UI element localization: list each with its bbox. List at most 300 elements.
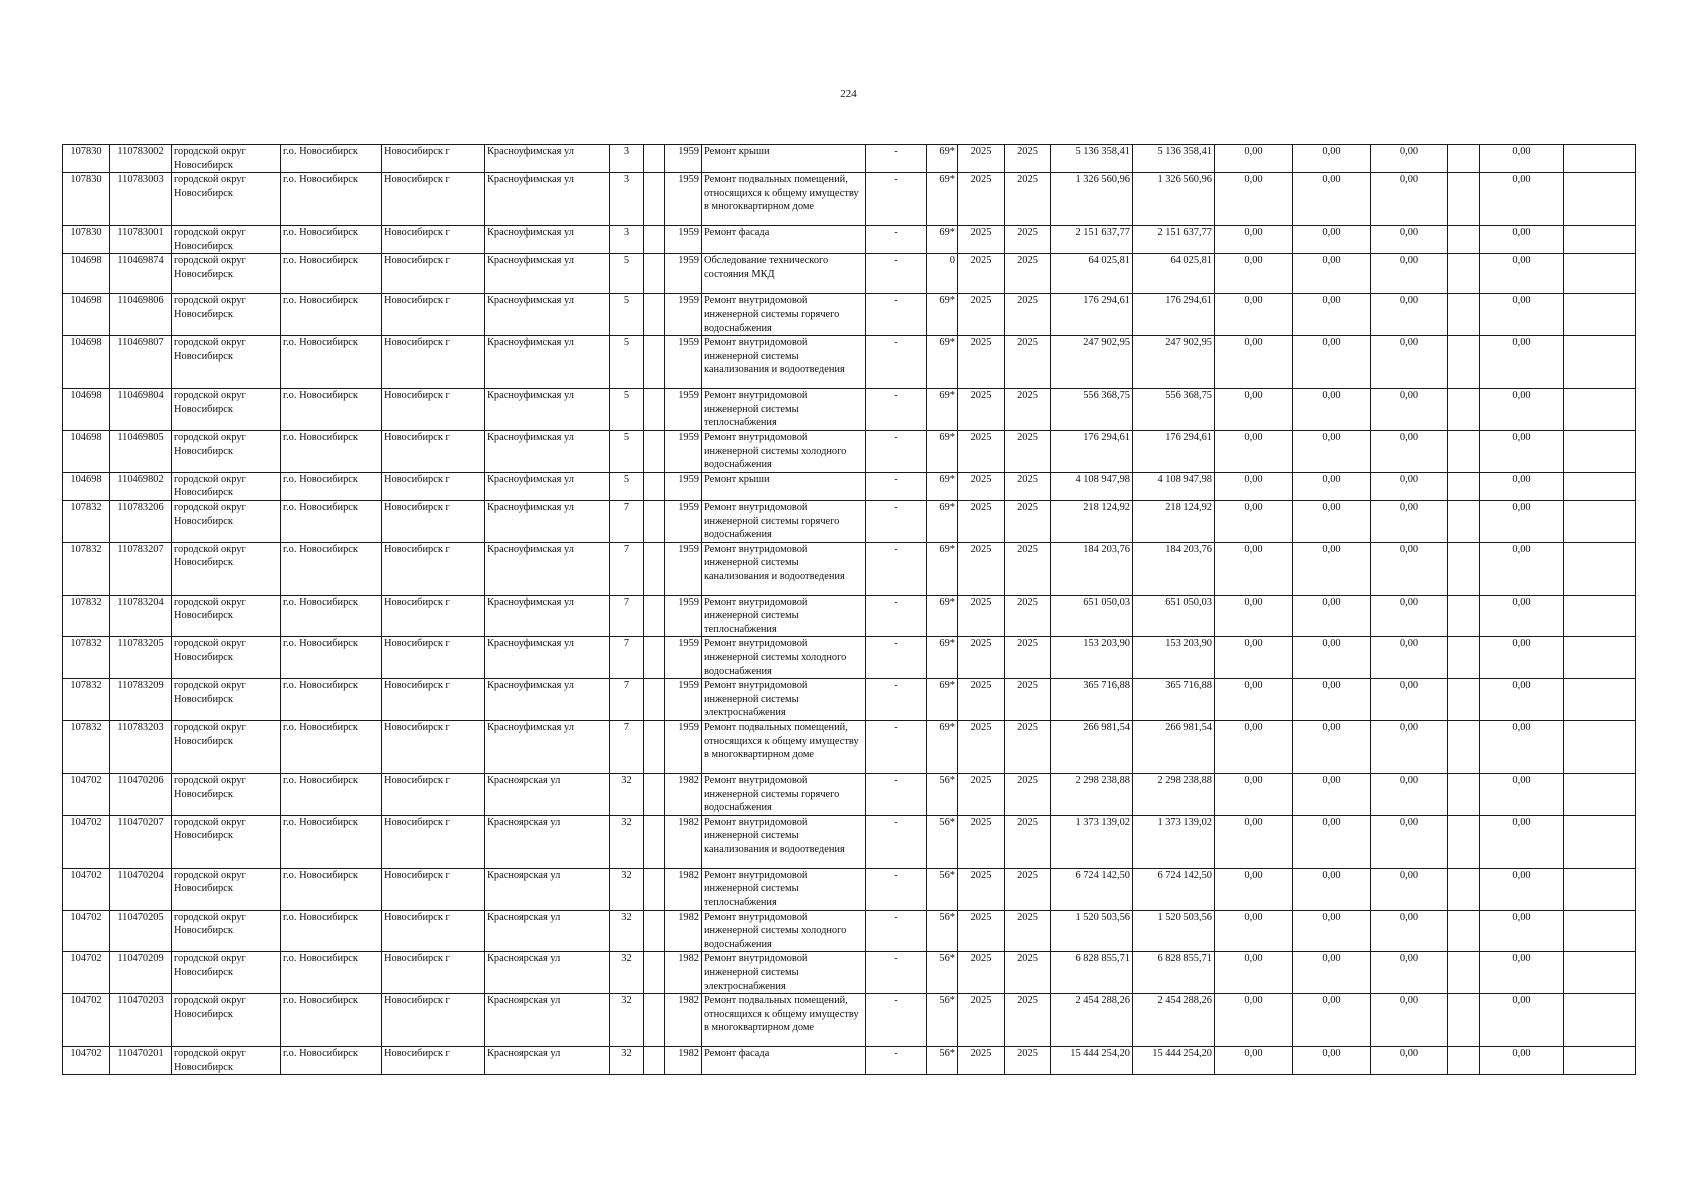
year-built-cell: 1982 bbox=[665, 910, 702, 952]
row-id-cell: 104698 bbox=[63, 336, 110, 389]
plan-end-year-cell: 2025 bbox=[1005, 910, 1051, 952]
sum-1-cell: 0,00 bbox=[1215, 226, 1293, 254]
sum-4-cell bbox=[1448, 254, 1480, 294]
municipality-cell: г.о. Новосибирск bbox=[281, 679, 382, 721]
municipality-cell: г.о. Новосибирск bbox=[281, 254, 382, 294]
sum-5-cell: 0,00 bbox=[1480, 595, 1564, 637]
house-number-cell: 7 bbox=[610, 542, 644, 595]
total-cost-cell: 15 444 254,20 bbox=[1051, 1047, 1133, 1075]
extra-cell bbox=[1564, 542, 1636, 595]
municipality-cell: г.о. Новосибирск bbox=[281, 774, 382, 816]
sum-4-cell bbox=[1448, 145, 1480, 173]
fund-cost-cell: 4 108 947,98 bbox=[1133, 472, 1215, 500]
extra-cell bbox=[1564, 226, 1636, 254]
locality-cell: Новосибирск г bbox=[382, 868, 485, 910]
plan-end-year-cell: 2025 bbox=[1005, 430, 1051, 472]
sum-4-cell bbox=[1448, 994, 1480, 1047]
sum-5-cell: 0,00 bbox=[1480, 226, 1564, 254]
municipality-cell: г.о. Новосибирск bbox=[281, 430, 382, 472]
table-row bbox=[63, 472, 1636, 500]
sum-5-cell: 0,00 bbox=[1480, 294, 1564, 336]
sum-4-cell bbox=[1448, 430, 1480, 472]
fund-cost-cell: 365 716,88 bbox=[1133, 679, 1215, 721]
street-cell: Красноуфимская ул bbox=[485, 721, 610, 774]
table-row bbox=[63, 868, 1636, 910]
sum-5-cell: 0,00 bbox=[1480, 637, 1564, 679]
work-type-cell: Обследование технического состояния МКД bbox=[702, 254, 866, 294]
municipality-cell: г.о. Новосибирск bbox=[281, 910, 382, 952]
extra-cell bbox=[1564, 595, 1636, 637]
wear-percent-cell: 69* bbox=[927, 472, 958, 500]
dash-cell: - bbox=[866, 952, 927, 994]
sum-2-cell: 0,00 bbox=[1293, 472, 1371, 500]
sum-1-cell: 0,00 bbox=[1215, 910, 1293, 952]
dash-cell: - bbox=[866, 336, 927, 389]
sum-4-cell bbox=[1448, 721, 1480, 774]
work-type-cell: Ремонт внутридомовой инженерной системы канализования и водоотведения bbox=[702, 336, 866, 389]
sum-5-cell: 0,00 bbox=[1480, 145, 1564, 173]
fund-cost-cell: 2 298 238,88 bbox=[1133, 774, 1215, 816]
municipality-cell: г.о. Новосибирск bbox=[281, 336, 382, 389]
sum-1-cell: 0,00 bbox=[1215, 595, 1293, 637]
plan-end-year-cell: 2025 bbox=[1005, 336, 1051, 389]
sum-4-cell bbox=[1448, 815, 1480, 868]
building-cell bbox=[644, 472, 665, 500]
fund-cost-cell: 218 124,92 bbox=[1133, 500, 1215, 542]
street-cell: Красноуфимская ул bbox=[485, 637, 610, 679]
dash-cell: - bbox=[866, 472, 927, 500]
dash-cell: - bbox=[866, 774, 927, 816]
plan-start-year-cell: 2025 bbox=[958, 952, 1005, 994]
sum-1-cell: 0,00 bbox=[1215, 679, 1293, 721]
sum-2-cell: 0,00 bbox=[1293, 254, 1371, 294]
extra-cell bbox=[1564, 472, 1636, 500]
fund-cost-cell: 247 902,95 bbox=[1133, 336, 1215, 389]
sum-2-cell: 0,00 bbox=[1293, 994, 1371, 1047]
house-number-cell: 32 bbox=[610, 910, 644, 952]
plan-start-year-cell: 2025 bbox=[958, 430, 1005, 472]
district-cell: городской округ Новосибирск bbox=[172, 868, 281, 910]
row-code-cell: 110783204 bbox=[110, 595, 172, 637]
wear-percent-cell: 56* bbox=[927, 868, 958, 910]
sum-5-cell: 0,00 bbox=[1480, 994, 1564, 1047]
district-cell: городской округ Новосибирск bbox=[172, 472, 281, 500]
work-type-cell: Ремонт внутридомовой инженерной системы канализования и водоотведения bbox=[702, 542, 866, 595]
fund-cost-cell: 184 203,76 bbox=[1133, 542, 1215, 595]
table-row bbox=[63, 910, 1636, 952]
district-cell: городской округ Новосибирск bbox=[172, 254, 281, 294]
house-number-cell: 32 bbox=[610, 952, 644, 994]
wear-percent-cell: 69* bbox=[927, 430, 958, 472]
row-code-cell: 110469805 bbox=[110, 430, 172, 472]
plan-start-year-cell: 2025 bbox=[958, 815, 1005, 868]
sum-2-cell: 0,00 bbox=[1293, 595, 1371, 637]
sum-4-cell bbox=[1448, 868, 1480, 910]
sum-2-cell: 0,00 bbox=[1293, 173, 1371, 226]
page-number: 224 bbox=[840, 88, 857, 100]
sum-1-cell: 0,00 bbox=[1215, 637, 1293, 679]
total-cost-cell: 176 294,61 bbox=[1051, 294, 1133, 336]
row-id-cell: 104702 bbox=[63, 994, 110, 1047]
district-cell: городской округ Новосибирск bbox=[172, 145, 281, 173]
plan-end-year-cell: 2025 bbox=[1005, 994, 1051, 1047]
dash-cell: - bbox=[866, 294, 927, 336]
fund-cost-cell: 2 454 288,26 bbox=[1133, 994, 1215, 1047]
house-number-cell: 32 bbox=[610, 1047, 644, 1075]
table-row bbox=[63, 430, 1636, 472]
plan-start-year-cell: 2025 bbox=[958, 994, 1005, 1047]
district-cell: городской округ Новосибирск bbox=[172, 994, 281, 1047]
sum-5-cell: 0,00 bbox=[1480, 336, 1564, 389]
extra-cell bbox=[1564, 952, 1636, 994]
year-built-cell: 1959 bbox=[665, 254, 702, 294]
building-cell bbox=[644, 721, 665, 774]
table-row bbox=[63, 226, 1636, 254]
year-built-cell: 1959 bbox=[665, 173, 702, 226]
sum-3-cell: 0,00 bbox=[1371, 721, 1448, 774]
district-cell: городской округ Новосибирск bbox=[172, 679, 281, 721]
work-type-cell: Ремонт внутридомовой инженерной системы горячего водоснабжения bbox=[702, 500, 866, 542]
year-built-cell: 1982 bbox=[665, 774, 702, 816]
total-cost-cell: 218 124,92 bbox=[1051, 500, 1133, 542]
sum-1-cell: 0,00 bbox=[1215, 294, 1293, 336]
district-cell: городской округ Новосибирск bbox=[172, 336, 281, 389]
row-code-cell: 110783003 bbox=[110, 173, 172, 226]
street-cell: Красноуфимская ул bbox=[485, 294, 610, 336]
total-cost-cell: 1 520 503,56 bbox=[1051, 910, 1133, 952]
district-cell: городской округ Новосибирск bbox=[172, 500, 281, 542]
house-number-cell: 5 bbox=[610, 472, 644, 500]
work-type-cell: Ремонт подвальных помещений, относящихся к общему имуществу в многоквартирном доме bbox=[702, 994, 866, 1047]
sum-4-cell bbox=[1448, 595, 1480, 637]
plan-end-year-cell: 2025 bbox=[1005, 254, 1051, 294]
wear-percent-cell: 56* bbox=[927, 910, 958, 952]
extra-cell bbox=[1564, 868, 1636, 910]
sum-1-cell: 0,00 bbox=[1215, 815, 1293, 868]
district-cell: городской округ Новосибирск bbox=[172, 815, 281, 868]
table-row bbox=[63, 815, 1636, 868]
street-cell: Красноуфимская ул bbox=[485, 472, 610, 500]
extra-cell bbox=[1564, 910, 1636, 952]
plan-start-year-cell: 2025 bbox=[958, 254, 1005, 294]
sum-2-cell: 0,00 bbox=[1293, 637, 1371, 679]
plan-end-year-cell: 2025 bbox=[1005, 226, 1051, 254]
total-cost-cell: 651 050,03 bbox=[1051, 595, 1133, 637]
row-code-cell: 110469807 bbox=[110, 336, 172, 389]
plan-start-year-cell: 2025 bbox=[958, 637, 1005, 679]
municipality-cell: г.о. Новосибирск bbox=[281, 1047, 382, 1075]
municipality-cell: г.о. Новосибирск bbox=[281, 500, 382, 542]
row-code-cell: 110470206 bbox=[110, 774, 172, 816]
locality-cell: Новосибирск г bbox=[382, 294, 485, 336]
wear-percent-cell: 56* bbox=[927, 774, 958, 816]
sum-3-cell: 0,00 bbox=[1371, 868, 1448, 910]
year-built-cell: 1982 bbox=[665, 1047, 702, 1075]
plan-end-year-cell: 2025 bbox=[1005, 145, 1051, 173]
municipality-cell: г.о. Новосибирск bbox=[281, 226, 382, 254]
sum-3-cell: 0,00 bbox=[1371, 774, 1448, 816]
row-code-cell: 110469802 bbox=[110, 472, 172, 500]
year-built-cell: 1959 bbox=[665, 294, 702, 336]
fund-cost-cell: 556 368,75 bbox=[1133, 389, 1215, 431]
wear-percent-cell: 69* bbox=[927, 637, 958, 679]
locality-cell: Новосибирск г bbox=[382, 226, 485, 254]
row-id-cell: 104698 bbox=[63, 430, 110, 472]
sum-3-cell: 0,00 bbox=[1371, 336, 1448, 389]
street-cell: Красноярская ул bbox=[485, 774, 610, 816]
row-code-cell: 110470201 bbox=[110, 1047, 172, 1075]
table-row bbox=[63, 500, 1636, 542]
row-id-cell: 104702 bbox=[63, 910, 110, 952]
sum-5-cell: 0,00 bbox=[1480, 774, 1564, 816]
year-built-cell: 1982 bbox=[665, 815, 702, 868]
plan-start-year-cell: 2025 bbox=[958, 774, 1005, 816]
sum-2-cell: 0,00 bbox=[1293, 815, 1371, 868]
sum-5-cell: 0,00 bbox=[1480, 679, 1564, 721]
sum-5-cell: 0,00 bbox=[1480, 868, 1564, 910]
row-id-cell: 107830 bbox=[63, 226, 110, 254]
fund-cost-cell: 1 520 503,56 bbox=[1133, 910, 1215, 952]
sum-1-cell: 0,00 bbox=[1215, 1047, 1293, 1075]
house-number-cell: 7 bbox=[610, 500, 644, 542]
sum-2-cell: 0,00 bbox=[1293, 721, 1371, 774]
total-cost-cell: 176 294,61 bbox=[1051, 430, 1133, 472]
sum-4-cell bbox=[1448, 294, 1480, 336]
dash-cell: - bbox=[866, 637, 927, 679]
row-id-cell: 104698 bbox=[63, 389, 110, 431]
sum-5-cell: 0,00 bbox=[1480, 542, 1564, 595]
extra-cell bbox=[1564, 336, 1636, 389]
locality-cell: Новосибирск г bbox=[382, 472, 485, 500]
year-built-cell: 1959 bbox=[665, 430, 702, 472]
district-cell: городской округ Новосибирск bbox=[172, 226, 281, 254]
sum-5-cell: 0,00 bbox=[1480, 389, 1564, 431]
work-type-cell: Ремонт внутридомовой инженерной системы теплоснабжения bbox=[702, 595, 866, 637]
house-number-cell: 32 bbox=[610, 868, 644, 910]
table-row bbox=[63, 542, 1636, 595]
house-number-cell: 5 bbox=[610, 294, 644, 336]
sum-2-cell: 0,00 bbox=[1293, 868, 1371, 910]
building-cell bbox=[644, 173, 665, 226]
year-built-cell: 1959 bbox=[665, 679, 702, 721]
plan-start-year-cell: 2025 bbox=[958, 595, 1005, 637]
plan-end-year-cell: 2025 bbox=[1005, 1047, 1051, 1075]
fund-cost-cell: 15 444 254,20 bbox=[1133, 1047, 1215, 1075]
extra-cell bbox=[1564, 389, 1636, 431]
row-id-cell: 107830 bbox=[63, 173, 110, 226]
total-cost-cell: 5 136 358,41 bbox=[1051, 145, 1133, 173]
plan-start-year-cell: 2025 bbox=[958, 389, 1005, 431]
house-number-cell: 3 bbox=[610, 173, 644, 226]
house-number-cell: 32 bbox=[610, 815, 644, 868]
extra-cell bbox=[1564, 815, 1636, 868]
sum-4-cell bbox=[1448, 472, 1480, 500]
sum-3-cell: 0,00 bbox=[1371, 500, 1448, 542]
wear-percent-cell: 56* bbox=[927, 994, 958, 1047]
sum-2-cell: 0,00 bbox=[1293, 145, 1371, 173]
table-row bbox=[63, 1047, 1636, 1075]
wear-percent-cell: 69* bbox=[927, 173, 958, 226]
sum-4-cell bbox=[1448, 226, 1480, 254]
row-code-cell: 110783205 bbox=[110, 637, 172, 679]
table-row bbox=[63, 336, 1636, 389]
building-cell bbox=[644, 952, 665, 994]
plan-start-year-cell: 2025 bbox=[958, 868, 1005, 910]
extra-cell bbox=[1564, 679, 1636, 721]
sum-3-cell: 0,00 bbox=[1371, 994, 1448, 1047]
house-number-cell: 5 bbox=[610, 336, 644, 389]
sum-4-cell bbox=[1448, 952, 1480, 994]
dash-cell: - bbox=[866, 595, 927, 637]
total-cost-cell: 365 716,88 bbox=[1051, 679, 1133, 721]
total-cost-cell: 184 203,76 bbox=[1051, 542, 1133, 595]
building-cell bbox=[644, 254, 665, 294]
sum-5-cell: 0,00 bbox=[1480, 500, 1564, 542]
sum-4-cell bbox=[1448, 500, 1480, 542]
row-code-cell: 110470207 bbox=[110, 815, 172, 868]
dash-cell: - bbox=[866, 994, 927, 1047]
year-built-cell: 1959 bbox=[665, 389, 702, 431]
plan-end-year-cell: 2025 bbox=[1005, 389, 1051, 431]
plan-start-year-cell: 2025 bbox=[958, 472, 1005, 500]
plan-end-year-cell: 2025 bbox=[1005, 952, 1051, 994]
building-cell bbox=[644, 294, 665, 336]
table-row bbox=[63, 679, 1636, 721]
street-cell: Красноярская ул bbox=[485, 1047, 610, 1075]
extra-cell bbox=[1564, 430, 1636, 472]
dash-cell: - bbox=[866, 500, 927, 542]
district-cell: городской округ Новосибирск bbox=[172, 542, 281, 595]
locality-cell: Новосибирск г bbox=[382, 679, 485, 721]
wear-percent-cell: 69* bbox=[927, 721, 958, 774]
total-cost-cell: 2 298 238,88 bbox=[1051, 774, 1133, 816]
plan-start-year-cell: 2025 bbox=[958, 226, 1005, 254]
row-code-cell: 110783002 bbox=[110, 145, 172, 173]
building-cell bbox=[644, 1047, 665, 1075]
sum-1-cell: 0,00 bbox=[1215, 254, 1293, 294]
dash-cell: - bbox=[866, 430, 927, 472]
extra-cell bbox=[1564, 254, 1636, 294]
locality-cell: Новосибирск г bbox=[382, 952, 485, 994]
municipality-cell: г.о. Новосибирск bbox=[281, 595, 382, 637]
locality-cell: Новосибирск г bbox=[382, 173, 485, 226]
table-row bbox=[63, 994, 1636, 1047]
sum-4-cell bbox=[1448, 1047, 1480, 1075]
sum-4-cell bbox=[1448, 637, 1480, 679]
sum-5-cell: 0,00 bbox=[1480, 472, 1564, 500]
plan-end-year-cell: 2025 bbox=[1005, 294, 1051, 336]
sum-1-cell: 0,00 bbox=[1215, 542, 1293, 595]
street-cell: Красноуфимская ул bbox=[485, 145, 610, 173]
extra-cell bbox=[1564, 145, 1636, 173]
work-type-cell: Ремонт крыши bbox=[702, 472, 866, 500]
total-cost-cell: 6 828 855,71 bbox=[1051, 952, 1133, 994]
sum-1-cell: 0,00 bbox=[1215, 721, 1293, 774]
building-cell bbox=[644, 336, 665, 389]
municipality-cell: г.о. Новосибирск bbox=[281, 389, 382, 431]
district-cell: городской округ Новосибирск bbox=[172, 294, 281, 336]
house-number-cell: 5 bbox=[610, 254, 644, 294]
sum-3-cell: 0,00 bbox=[1371, 145, 1448, 173]
plan-end-year-cell: 2025 bbox=[1005, 542, 1051, 595]
work-type-cell: Ремонт внутридомовой инженерной системы холодного водоснабжения bbox=[702, 430, 866, 472]
extra-cell bbox=[1564, 994, 1636, 1047]
wear-percent-cell: 56* bbox=[927, 815, 958, 868]
plan-start-year-cell: 2025 bbox=[958, 145, 1005, 173]
sum-3-cell: 0,00 bbox=[1371, 294, 1448, 336]
work-type-cell: Ремонт подвальных помещений, относящихся к общему имуществу в многоквартирном доме bbox=[702, 721, 866, 774]
municipality-cell: г.о. Новосибирск bbox=[281, 721, 382, 774]
dash-cell: - bbox=[866, 173, 927, 226]
house-number-cell: 32 bbox=[610, 774, 644, 816]
street-cell: Красноярская ул bbox=[485, 994, 610, 1047]
total-cost-cell: 2 151 637,77 bbox=[1051, 226, 1133, 254]
locality-cell: Новосибирск г bbox=[382, 430, 485, 472]
dash-cell: - bbox=[866, 815, 927, 868]
work-type-cell: Ремонт внутридомовой инженерной системы холодного водоснабжения bbox=[702, 637, 866, 679]
wear-percent-cell: 56* bbox=[927, 1047, 958, 1075]
sum-3-cell: 0,00 bbox=[1371, 1047, 1448, 1075]
capital-repair-table bbox=[62, 144, 1636, 1075]
district-cell: городской округ Новосибирск bbox=[172, 910, 281, 952]
total-cost-cell: 266 981,54 bbox=[1051, 721, 1133, 774]
table-row bbox=[63, 145, 1636, 173]
work-type-cell: Ремонт внутридомовой инженерной системы теплоснабжения bbox=[702, 389, 866, 431]
locality-cell: Новосибирск г bbox=[382, 815, 485, 868]
year-built-cell: 1959 bbox=[665, 595, 702, 637]
sum-2-cell: 0,00 bbox=[1293, 910, 1371, 952]
building-cell bbox=[644, 679, 665, 721]
plan-start-year-cell: 2025 bbox=[958, 294, 1005, 336]
work-type-cell: Ремонт крыши bbox=[702, 145, 866, 173]
sum-1-cell: 0,00 bbox=[1215, 952, 1293, 994]
building-cell bbox=[644, 994, 665, 1047]
house-number-cell: 7 bbox=[610, 721, 644, 774]
row-code-cell: 110470204 bbox=[110, 868, 172, 910]
row-code-cell: 110469806 bbox=[110, 294, 172, 336]
row-code-cell: 110470203 bbox=[110, 994, 172, 1047]
sum-2-cell: 0,00 bbox=[1293, 1047, 1371, 1075]
dash-cell: - bbox=[866, 721, 927, 774]
extra-cell bbox=[1564, 294, 1636, 336]
plan-end-year-cell: 2025 bbox=[1005, 637, 1051, 679]
table-row bbox=[63, 595, 1636, 637]
municipality-cell: г.о. Новосибирск bbox=[281, 294, 382, 336]
plan-end-year-cell: 2025 bbox=[1005, 500, 1051, 542]
district-cell: городской округ Новосибирск bbox=[172, 721, 281, 774]
locality-cell: Новосибирск г bbox=[382, 637, 485, 679]
street-cell: Красноярская ул bbox=[485, 868, 610, 910]
year-built-cell: 1982 bbox=[665, 952, 702, 994]
year-built-cell: 1982 bbox=[665, 868, 702, 910]
plan-end-year-cell: 2025 bbox=[1005, 595, 1051, 637]
total-cost-cell: 556 368,75 bbox=[1051, 389, 1133, 431]
sum-2-cell: 0,00 bbox=[1293, 774, 1371, 816]
sum-5-cell: 0,00 bbox=[1480, 815, 1564, 868]
total-cost-cell: 247 902,95 bbox=[1051, 336, 1133, 389]
sum-2-cell: 0,00 bbox=[1293, 542, 1371, 595]
work-type-cell: Ремонт внутридомовой инженерной системы холодного водоснабжения bbox=[702, 910, 866, 952]
street-cell: Красноуфимская ул bbox=[485, 430, 610, 472]
locality-cell: Новосибирск г bbox=[382, 336, 485, 389]
dash-cell: - bbox=[866, 1047, 927, 1075]
year-built-cell: 1959 bbox=[665, 336, 702, 389]
locality-cell: Новосибирск г bbox=[382, 721, 485, 774]
municipality-cell: г.о. Новосибирск bbox=[281, 952, 382, 994]
building-cell bbox=[644, 500, 665, 542]
sum-3-cell: 0,00 bbox=[1371, 542, 1448, 595]
sum-3-cell: 0,00 bbox=[1371, 430, 1448, 472]
